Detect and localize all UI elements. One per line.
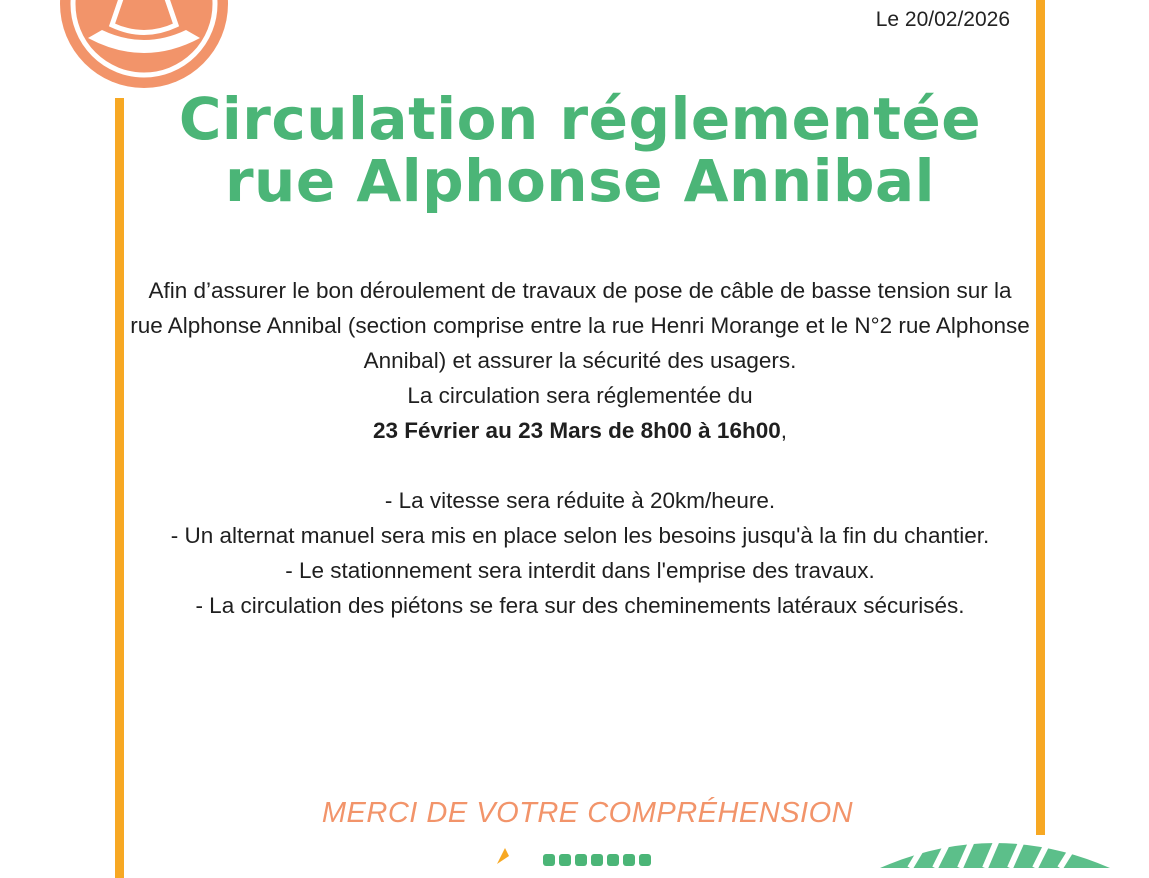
list-item: - La vitesse sera réduite à 20km/heure. <box>384 488 776 513</box>
spacer <box>130 448 1030 483</box>
title-line-2: rue Alphonse Annibal <box>224 147 936 215</box>
date-range-suffix: , <box>780 418 787 443</box>
page-title <box>130 85 1030 215</box>
thanks-message: MERCI DE VOTRE COMPRÉHENSION <box>321 797 854 829</box>
frame-left-border <box>115 98 124 878</box>
title-line-1: Circulation réglementée <box>178 85 982 153</box>
intro-paragraph: Afin d’assurer le bon déroulement de travaux de pose de câble de basse tension sur la rue Alphonse Annibal (section comprise entre la rue Henri Morange et le N°2 rue Alphonse Annibal) et assurer la sécurité des usagers. <box>130 278 1030 373</box>
frame-right-border <box>1036 0 1045 835</box>
list-item: - Le stationnement sera interdit dans l'emprise des travaux. <box>285 558 875 583</box>
traffic-cone-icon <box>60 0 228 88</box>
logo <box>495 846 665 866</box>
list-item: - Un alternat manuel sera mis en place selon les besoins jusqu'à la fin du chantier. <box>170 523 990 548</box>
list-item: - La circulation des piétons se fera sur des cheminements latéraux sécurisés. <box>195 593 965 618</box>
date-range <box>130 413 1030 448</box>
notice-body <box>130 273 1030 623</box>
date-range-bold: 23 Février au 23 Mars de 8h00 à 16h00 <box>372 418 781 443</box>
decorative-stripes <box>880 828 1110 868</box>
publication-date: Le 20/02/2026 <box>875 8 1010 31</box>
regulation-sentence: La circulation sera réglementée du <box>407 383 753 408</box>
